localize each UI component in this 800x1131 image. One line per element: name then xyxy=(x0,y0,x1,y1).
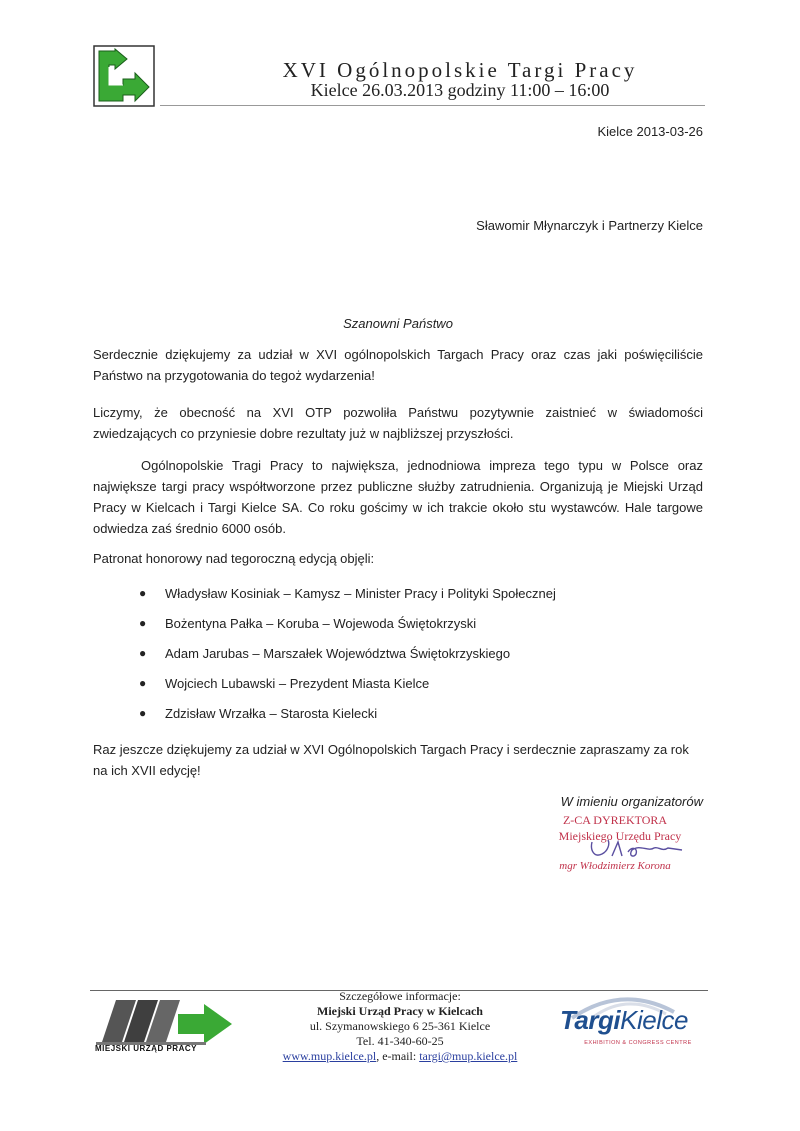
bullet-icon: ● xyxy=(139,706,147,720)
paragraph-about-event: Ogólnopolskie Tragi Pracy to największa, jednodniowa impreza tego typu w Polsce oraz największe targi pracy współtworzone przez publiczne służby zatrudnienia. Organizują je Miejski Urząd Pracy w Kielcach i Targi Kielce SA. Co roku gościmy w ich trakcie około stu wystawców. Hale targowe odwiedza zaś średnio 6000 osób. xyxy=(93,458,703,536)
handwritten-signature xyxy=(588,836,688,862)
patron-name: Władysław Kosiniak – Kamysz – Minister Pracy i Polityki Społecznej xyxy=(165,586,556,601)
stamp-name: mgr Włodzimierz Korona xyxy=(559,860,671,872)
targi-kielce-logo xyxy=(560,1005,720,1036)
email-label: , e-mail: xyxy=(376,1049,420,1063)
event-title: XVI Ogólnopolskie Targi Pracy xyxy=(282,58,638,82)
mup-logo-text: MIEJSKI URZĄD PRACY xyxy=(95,1044,197,1053)
footer-address: ul. Szymanowskiego 6 25-361 Kielce xyxy=(309,1019,491,1033)
footer-org-name: Miejski Urząd Pracy w Kielcach xyxy=(317,1004,483,1018)
patron-name: Zdzisław Wrzałka – Starosta Kielecki xyxy=(165,706,378,721)
stamp-office: Miejskiego Urzędu Pracy xyxy=(558,829,682,843)
targi-tagline: EXHIBITION & CONGRESS CENTRE xyxy=(584,1040,692,1046)
header-divider xyxy=(160,105,705,106)
paragraph-patronage-intro: Patronat honorowy nad tegoroczną edycją objęli: xyxy=(93,551,375,566)
addressee: Sławomir Młynarczyk i Partnerzy Kielce xyxy=(476,218,703,233)
footer-info-label: Szczegółowe informacje: xyxy=(339,989,461,1003)
footer-phone: Tel. 41-340-60-25 xyxy=(356,1034,444,1048)
bullet-icon: ● xyxy=(139,646,147,660)
stamp-title: Z-CA DYREKTORA xyxy=(562,813,668,827)
bullet-icon: ● xyxy=(139,586,147,600)
footer-contact-line xyxy=(250,1049,550,1064)
signature-organizer: W imieniu organizatorów xyxy=(560,794,703,809)
salutation: Szanowni Państwo xyxy=(343,316,453,331)
paragraph-hopes: Liczymy, że obecność na XVI OTP pozwoliła Państwu pozytywnie zaistnieć w świadomości zwiedzających co przyniesie dobre rezultaty już w najbliższej przyszłości. xyxy=(93,405,703,441)
targi-logo-part-b: Kielce xyxy=(620,1005,688,1035)
patron-name: Adam Jarubas – Marszałek Województwa Świętokrzyskiego xyxy=(165,646,511,661)
event-logo xyxy=(93,45,155,107)
bullet-icon: ● xyxy=(139,616,147,630)
patron-name: Bożentyna Pałka – Koruba – Wojewoda Świętokrzyski xyxy=(165,616,477,631)
letter-date: Kielce 2013-03-26 xyxy=(597,124,703,139)
website-link[interactable]: www.mup.kielce.pl xyxy=(282,1049,377,1063)
paragraph-thanks: Serdecznie dziękujemy za udział w XVI ogólnopolskich Targach Pracy oraz czas jaki poświęciliście Państwo na przygotowania do tegoż wydarzenia! xyxy=(93,347,703,383)
closing-paragraph: Raz jeszcze dziękujemy za udział w XVI Ogólnopolskich Targach Pracy i serdecznie zapraszamy za rok na ich XVII edycję! xyxy=(93,742,689,778)
event-date-hours: Kielce 26.03.2013 godziny 11:00 – 16:00 xyxy=(310,80,610,100)
targi-logo-part-a: Targi xyxy=(560,1005,621,1035)
email-link[interactable]: targi@mup.kielce.pl xyxy=(419,1049,518,1063)
patron-name: Wojciech Lubawski – Prezydent Miasta Kielce xyxy=(165,676,430,691)
bullet-icon: ● xyxy=(139,676,147,690)
